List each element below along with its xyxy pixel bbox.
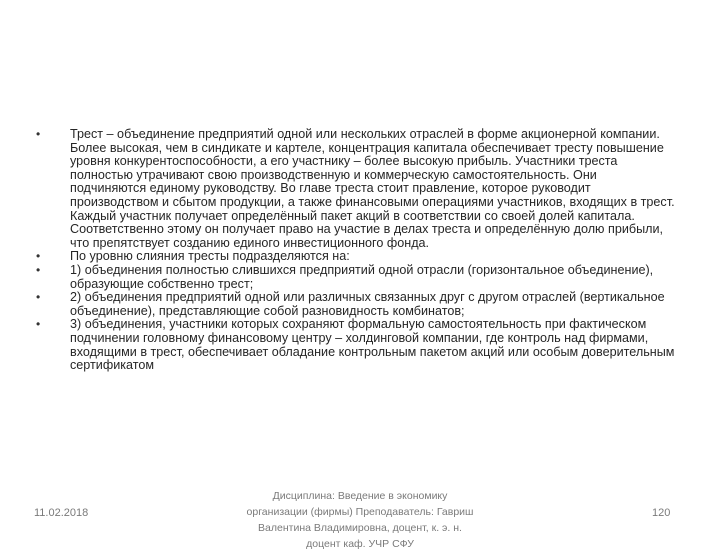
bullet-item-classification [36, 250, 676, 264]
bullet-icon: • [36, 249, 41, 264]
bullet-icon: • [36, 317, 41, 332]
bullet-item-trust-definition [36, 128, 676, 250]
bullet-icon: • [36, 262, 41, 277]
bullet-item-holding [36, 318, 676, 372]
bullet-text: 2) объединения предприятий одной или различных связанных друг с другом отраслей (вертикальное объединение), представляющие собой разновидность комбинатов; [70, 290, 665, 318]
bullet-list [36, 128, 676, 373]
bullet-text: По уровню слияния тресты подразделяются на: [70, 249, 350, 264]
footer-course-info: Дисциплина: Введение в экономику организации (фирмы) Преподаватель: Гавриш Валентина Владимировна, доцент, к. э. н. доцент каф. УЧР СФУ [246, 490, 474, 550]
footer-date: 11.02.2018 [34, 507, 89, 519]
bullet-text: 1) объединения полностью слившихся предприятий одной отрасли (горизонтальное объединение), образующие собственно трест; [70, 262, 654, 291]
bullet-icon: • [36, 290, 41, 305]
bullet-text: 3) объединения, участники которых сохраняют формальную самостоятельность при фактическом подчинении головному финансовому центру – холдинговой компании, где контроль над фирмами, входящими в трест, обеспечивает обладание контрольным пакетом акций или особым доверительным сертификатом [70, 317, 675, 373]
footer-page-number: 120 [652, 507, 671, 519]
bullet-text: Трест – объединение предприятий одной или нескольких отраслей в форме акционерной компании. Более высокая, чем в синдикате и картеле, концентрация капитала обеспечивает тресту повышение уровня конкурентоспособности, а его участнику – более высокую прибыль. Участники треста полностью утрачивают свою производственную и коммерческую самостоятельность. Они подчиняются единому руководству. Во главе треста стоит правление, которое руководит производством и сбытом продукции, а также финансовыми операциями участников, входящих в трест. Каждый участник получает определённый пакет акций в соответствии со своей долей капитала. Соответственно этому он получает право на участие в делах треста и определённую долю прибыли, что препятствует созданию единого инвестиционного фонда. [70, 127, 675, 250]
bullet-item-vertical [36, 291, 676, 318]
bullet-item-horizontal [36, 264, 676, 291]
bullet-icon: • [36, 127, 41, 141]
